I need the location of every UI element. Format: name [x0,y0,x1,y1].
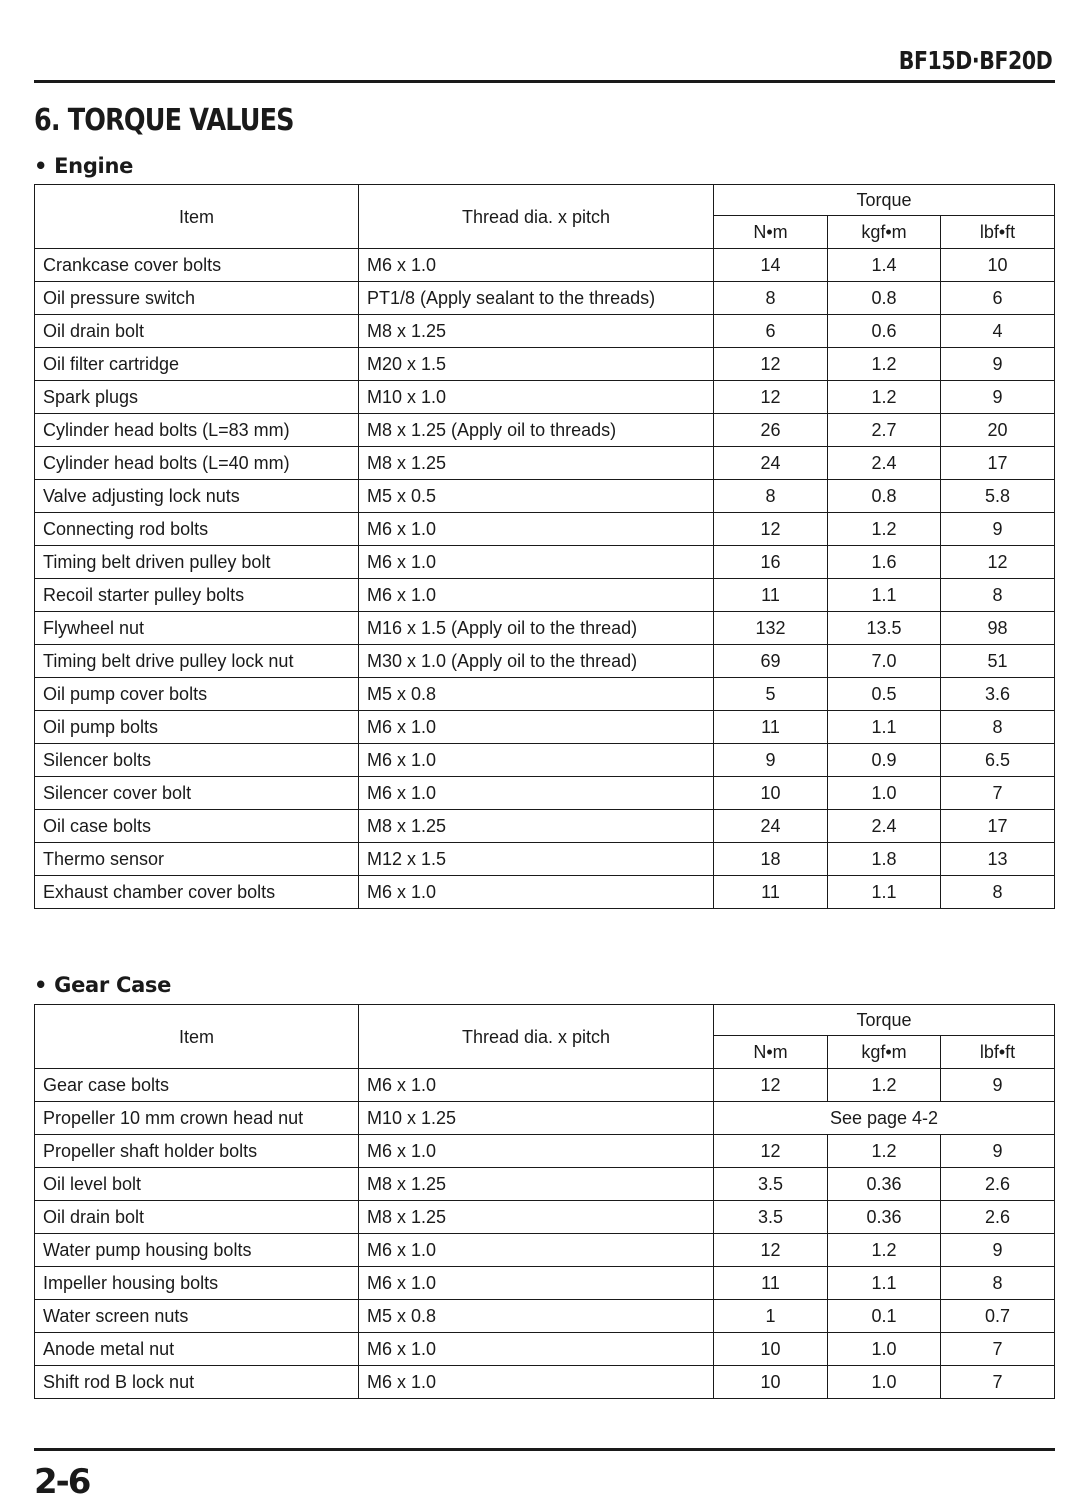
table-row [35,678,1055,711]
thread-cell: M6 x 1.0 [359,1069,714,1102]
kgfm-cell: 1.6 [828,546,941,579]
thread-cell: M6 x 1.0 [359,1234,714,1267]
nm-cell: 1 [714,1300,828,1333]
nm-cell: 11 [714,1267,828,1300]
nm-cell: 3.5 [714,1201,828,1234]
lbfft-cell: 0.7 [941,1300,1055,1333]
thread-cell: M10 x 1.0 [359,381,714,414]
nm-cell: 6 [714,315,828,348]
thread-cell: M6 x 1.0 [359,579,714,612]
header-lbfft: lbf•ft [941,1036,1055,1069]
lbfft-cell: 7 [941,1366,1055,1399]
thread-cell: M16 x 1.5 (Apply oil to the thread) [359,612,714,645]
kgfm-cell: 1.1 [828,876,941,909]
item-cell: Crankcase cover bolts [35,249,359,282]
thread-cell: M8 x 1.25 [359,315,714,348]
item-cell: Oil pump bolts [35,711,359,744]
item-cell: Silencer cover bolt [35,777,359,810]
table-row [35,480,1055,513]
table-row [35,1102,1055,1135]
thread-cell: M8 x 1.25 (Apply oil to threads) [359,414,714,447]
lbfft-cell: 7 [941,777,1055,810]
kgfm-cell: 0.9 [828,744,941,777]
lbfft-cell: 51 [941,645,1055,678]
table-row [35,876,1055,909]
lbfft-cell: 17 [941,447,1055,480]
lbfft-cell: 5.8 [941,480,1055,513]
lbfft-cell: 13 [941,843,1055,876]
lbfft-cell: 9 [941,348,1055,381]
item-cell: Recoil starter pulley bolts [35,579,359,612]
kgfm-cell: 1.2 [828,1234,941,1267]
item-cell: Propeller 10 mm crown head nut [35,1102,359,1135]
lbfft-cell: 7 [941,1333,1055,1366]
lbfft-cell: 4 [941,315,1055,348]
item-cell: Oil case bolts [35,810,359,843]
kgfm-cell: 1.2 [828,1069,941,1102]
lbfft-cell: 98 [941,612,1055,645]
table-row [35,1069,1055,1102]
table-row [35,579,1055,612]
item-cell: Oil level bolt [35,1168,359,1201]
lbfft-cell: 8 [941,1267,1055,1300]
thread-cell: M6 x 1.0 [359,1267,714,1300]
kgfm-cell: 1.1 [828,711,941,744]
nm-cell: 3.5 [714,1168,828,1201]
thread-cell: M6 x 1.0 [359,744,714,777]
nm-cell: 11 [714,579,828,612]
item-cell: Shift rod B lock nut [35,1366,359,1399]
kgfm-cell: 2.7 [828,414,941,447]
engine-table-body [35,249,1055,909]
see-page-cell: See page 4-2 [714,1102,1055,1135]
kgfm-cell: 1.2 [828,381,941,414]
thread-cell: M6 x 1.0 [359,777,714,810]
lbfft-cell: 17 [941,810,1055,843]
thread-cell: M5 x 0.8 [359,1300,714,1333]
thread-cell: M30 x 1.0 (Apply oil to the thread) [359,645,714,678]
kgfm-cell: 0.5 [828,678,941,711]
table-row [35,381,1055,414]
kgfm-cell: 1.2 [828,348,941,381]
header-kgfm: kgf•m [828,216,941,249]
header-nm: N•m [714,1036,828,1069]
table-row [35,711,1055,744]
header-rule [34,80,1055,83]
thread-cell: M8 x 1.25 [359,1201,714,1234]
page-number: 2-6 [34,1462,90,1502]
lbfft-cell: 10 [941,249,1055,282]
kgfm-cell: 1.4 [828,249,941,282]
table-row [35,777,1055,810]
nm-cell: 24 [714,810,828,843]
nm-cell: 14 [714,249,828,282]
thread-cell: M6 x 1.0 [359,876,714,909]
kgfm-cell: 1.0 [828,1366,941,1399]
header-thread: Thread dia. x pitch [359,1005,714,1069]
item-cell: Oil drain bolt [35,1201,359,1234]
kgfm-cell: 1.2 [828,513,941,546]
gear-case-heading: • Gear Case [34,973,172,997]
table-row [35,282,1055,315]
lbfft-cell: 8 [941,579,1055,612]
header-lbfft: lbf•ft [941,216,1055,249]
nm-cell: 10 [714,777,828,810]
kgfm-cell: 1.2 [828,1135,941,1168]
engine-torque-table [34,184,1055,909]
thread-cell: M10 x 1.25 [359,1102,714,1135]
kgfm-cell: 0.1 [828,1300,941,1333]
engine-heading: • Engine [34,154,134,178]
item-cell: Spark plugs [35,381,359,414]
table-row [35,1135,1055,1168]
item-cell: Water pump housing bolts [35,1234,359,1267]
nm-cell: 8 [714,480,828,513]
thread-cell: M5 x 0.5 [359,480,714,513]
thread-cell: M6 x 1.0 [359,1135,714,1168]
kgfm-cell: 0.8 [828,282,941,315]
nm-cell: 12 [714,1135,828,1168]
lbfft-cell: 12 [941,546,1055,579]
table-row [35,1168,1055,1201]
thread-cell: M6 x 1.0 [359,513,714,546]
header-torque: Torque [714,1005,1055,1036]
thread-cell: M6 x 1.0 [359,249,714,282]
lbfft-cell: 2.6 [941,1201,1055,1234]
item-cell: Valve adjusting lock nuts [35,480,359,513]
kgfm-cell: 0.36 [828,1201,941,1234]
table-row [35,1267,1055,1300]
item-cell: Timing belt driven pulley bolt [35,546,359,579]
item-cell: Thermo sensor [35,843,359,876]
table-row [35,1333,1055,1366]
item-cell: Oil pump cover bolts [35,678,359,711]
table-row [35,1366,1055,1399]
item-cell: Exhaust chamber cover bolts [35,876,359,909]
table-row [35,645,1055,678]
lbfft-cell: 9 [941,1234,1055,1267]
thread-cell: M8 x 1.25 [359,810,714,843]
table-row [35,546,1055,579]
header-item: Item [35,1005,359,1069]
nm-cell: 12 [714,1069,828,1102]
lbfft-cell: 2.6 [941,1168,1055,1201]
nm-cell: 16 [714,546,828,579]
lbfft-cell: 9 [941,1135,1055,1168]
table-row [35,348,1055,381]
nm-cell: 8 [714,282,828,315]
table-row [35,810,1055,843]
table-row [35,843,1055,876]
lbfft-cell: 6 [941,282,1055,315]
thread-cell: M6 x 1.0 [359,1366,714,1399]
item-cell: Water screen nuts [35,1300,359,1333]
header-kgfm: kgf•m [828,1036,941,1069]
nm-cell: 24 [714,447,828,480]
item-cell: Anode metal nut [35,1333,359,1366]
kgfm-cell: 0.36 [828,1168,941,1201]
item-cell: Oil drain bolt [35,315,359,348]
header-nm: N•m [714,216,828,249]
nm-cell: 11 [714,711,828,744]
thread-cell: M8 x 1.25 [359,1168,714,1201]
gear-case-torque-table [34,1004,1055,1399]
table-row [35,447,1055,480]
item-cell: Timing belt drive pulley lock nut [35,645,359,678]
nm-cell: 10 [714,1333,828,1366]
nm-cell: 12 [714,381,828,414]
lbfft-cell: 9 [941,1069,1055,1102]
lbfft-cell: 8 [941,876,1055,909]
item-cell: Oil pressure switch [35,282,359,315]
nm-cell: 12 [714,348,828,381]
table-row [35,315,1055,348]
kgfm-cell: 1.8 [828,843,941,876]
gear-case-table-body [35,1069,1055,1399]
kgfm-cell: 1.0 [828,777,941,810]
header-torque: Torque [714,185,1055,216]
table-row [35,1300,1055,1333]
thread-cell: M6 x 1.0 [359,711,714,744]
thread-cell: M6 x 1.0 [359,1333,714,1366]
item-cell: Connecting rod bolts [35,513,359,546]
item-cell: Oil filter cartridge [35,348,359,381]
nm-cell: 132 [714,612,828,645]
nm-cell: 26 [714,414,828,447]
kgfm-cell: 1.0 [828,1333,941,1366]
lbfft-cell: 9 [941,513,1055,546]
kgfm-cell: 7.0 [828,645,941,678]
table-row [35,1201,1055,1234]
item-cell: Propeller shaft holder bolts [35,1135,359,1168]
item-cell: Flywheel nut [35,612,359,645]
kgfm-cell: 1.1 [828,1267,941,1300]
item-cell: Cylinder head bolts (L=40 mm) [35,447,359,480]
thread-cell: PT1/8 (Apply sealant to the threads) [359,282,714,315]
nm-cell: 9 [714,744,828,777]
nm-cell: 5 [714,678,828,711]
nm-cell: 11 [714,876,828,909]
header-thread: Thread dia. x pitch [359,185,714,249]
kgfm-cell: 0.6 [828,315,941,348]
item-cell: Impeller housing bolts [35,1267,359,1300]
thread-cell: M12 x 1.5 [359,843,714,876]
nm-cell: 18 [714,843,828,876]
header-item: Item [35,185,359,249]
lbfft-cell: 6.5 [941,744,1055,777]
lbfft-cell: 20 [941,414,1055,447]
table-row [35,249,1055,282]
table-row [35,1234,1055,1267]
table-row [35,612,1055,645]
nm-cell: 12 [714,513,828,546]
nm-cell: 69 [714,645,828,678]
kgfm-cell: 2.4 [828,810,941,843]
item-cell: Cylinder head bolts (L=83 mm) [35,414,359,447]
kgfm-cell: 1.1 [828,579,941,612]
nm-cell: 10 [714,1366,828,1399]
thread-cell: M6 x 1.0 [359,546,714,579]
kgfm-cell: 0.8 [828,480,941,513]
thread-cell: M20 x 1.5 [359,348,714,381]
kgfm-cell: 13.5 [828,612,941,645]
item-cell: Silencer bolts [35,744,359,777]
page-title: 6. TORQUE VALUES [34,103,294,138]
table-row [35,744,1055,777]
thread-cell: M5 x 0.8 [359,678,714,711]
lbfft-cell: 9 [941,381,1055,414]
item-cell: Gear case bolts [35,1069,359,1102]
lbfft-cell: 3.6 [941,678,1055,711]
model-designation: BF15D·BF20D [898,46,1052,75]
nm-cell: 12 [714,1234,828,1267]
table-row [35,513,1055,546]
footer-rule [34,1448,1055,1451]
lbfft-cell: 8 [941,711,1055,744]
thread-cell: M8 x 1.25 [359,447,714,480]
kgfm-cell: 2.4 [828,447,941,480]
table-row [35,414,1055,447]
